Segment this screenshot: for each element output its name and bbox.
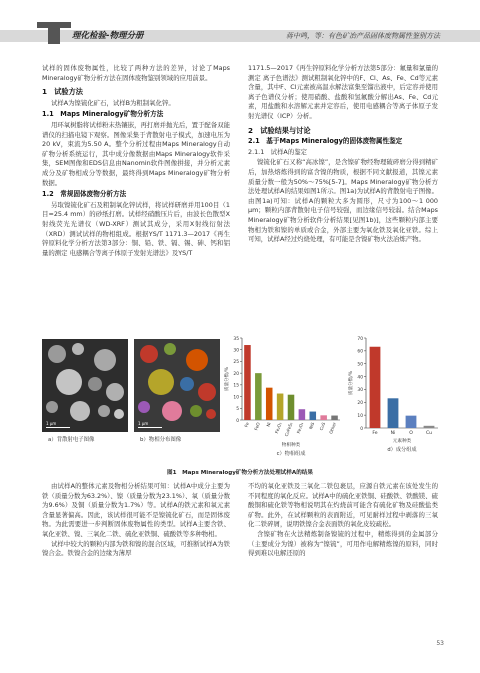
- bar-8: [331, 416, 338, 420]
- section-2-1-heading: 2.1 基于Maps Mineralogy的固体废物属性鉴定: [248, 137, 403, 146]
- phase-composition-chart: [222, 332, 344, 460]
- y-tick-label: 50: [357, 362, 363, 368]
- x-tick-label: CuFeS₂: [283, 421, 294, 438]
- section-1-2-heading: 1.2 常规固体废物分析方法: [42, 190, 127, 199]
- bar-2: [406, 416, 417, 428]
- scale-label-a: 1 μm: [46, 421, 57, 426]
- phase-map-image: [134, 339, 220, 432]
- y-tick-label: 20: [233, 371, 239, 377]
- bar-1: [388, 398, 399, 428]
- section-1-1-paragraph: 用环氧树脂将试样粉末热镶嵌，再打磨并抛光后，置于配备双能谱仪的扫描电镜下观察。图像采集于背散射电子模式，加速电压为20 kV，束流为5.50 A。整个分析过程由Maps Mineralogy自动矿物分析系统运行，其中成分像数据由Maps Mineralogy软件采集，SEM图像和EDS信息由Nanomin软件图像拼接，并分析元素成分及矿物相成分等数据，最终得到Maps Mineralogy矿物分析数据。: [42, 120, 230, 187]
- x-tick-label: Ni: [265, 421, 272, 428]
- bar-2: [266, 388, 273, 420]
- figure-caption: 图1 Maps Mineralogy矿物分析方法处理试样A的结果: [167, 470, 313, 476]
- y-tick-label: 30: [233, 348, 239, 354]
- bse-image: [42, 339, 128, 432]
- x-tick-label: O: [409, 431, 413, 436]
- alloy-paragraph: 试样中较大的颗粒内部为铁和镍的混合区域，可推断试样A为铁镍合金。铁镍合金的边缘为薄厚: [42, 539, 230, 558]
- bar-0: [244, 345, 251, 420]
- y-tick-label: 20: [357, 401, 363, 407]
- subfig-label: d）成分组成: [387, 447, 417, 453]
- x-tick-label: Cu: [425, 431, 433, 436]
- bar-3: [277, 394, 284, 420]
- x-tick-label: Fe: [372, 431, 378, 436]
- subfig-a-label: a）背散射电子图像: [48, 437, 95, 443]
- y-tick-label: 0: [360, 426, 363, 432]
- nickel-matte-paragraph: 含镍矿物在火法精炼制备镍锍的过程中，精炼得到的金属部分（主要成分为镍）被称为“镍锍”，可用作电解精炼镍的原料，同时得到难以电解还原的: [248, 529, 438, 558]
- y-tick-label: 60: [357, 349, 363, 355]
- x-tick-label: Fe: [243, 421, 250, 428]
- y-tick-label: 35: [233, 336, 239, 342]
- running-title: 蒋中鸣，等：有色矿冶产品固体废物属性鉴别方法: [286, 32, 440, 40]
- oxidation-paragraph: 不均的氧化亚铁及三氧化二铁包裹层，应源自铁元素在该处发生的不同程度的氧化反应。试样A中的硫化亚铁铜、硅酸铁、铁酸镁、硫酸铜和硫化铁等物相说明其在灼烧前可能含有硫化矿物及硅酸盐类矿物。此外，在试样颗粒的表面附近，可见耐样过程中剥落的三氧化二铁碎屑，说明铁镍合金表面铁的氧化皮较疏松。: [248, 482, 438, 529]
- left-column-top: [42, 64, 230, 258]
- subfig-b-label: b）物相分布图像: [140, 437, 182, 443]
- right-column-top: [248, 64, 438, 245]
- element-composition-chart: [346, 332, 442, 460]
- x-axis-label: 物相种类: [281, 443, 301, 448]
- section-1-heading: 1 试验方法: [42, 87, 83, 97]
- scale-label-b: 1 μm: [138, 421, 149, 426]
- section-2-1-1-paragraph: 镍锍化矿石又称“高冰镍”，是含镍矿物经物理破碎磨分得到精矿后，加热熔炼得到的富含镍的物质，根据不同文献报道，其镍元素质量分数一般为50%～75%[5-7]。Maps Mineralogy矿物分析方法处理试样A的结果如图1所示。图1a)为试样A的背散射电子图像。由图1a)可知：试样A的颗粒大多为圆形，尺寸为100～1 000 μm；颗粒内部背散射电子信号较强，而边缘信号较弱。结合Maps Mineralogy矿物分析软件分析结果[见图1b)]，这些颗粒内部主要物相为铁和镍的单质或合金，外部主要为氧化铁及氧化亚铁。综上可知，试样A经过灼烧处理，有可能是含镍矿物火法冶炼产物。: [248, 158, 438, 244]
- x-tick-label: Other: [328, 421, 337, 435]
- left-column-bottom: [42, 482, 230, 559]
- section-2-1-1-heading: 2.1.1 试样A的鉴定: [248, 147, 307, 156]
- x-tick-label: Fe₃O₄: [295, 421, 305, 435]
- subfig-label: c）物相组成: [276, 451, 306, 457]
- section-1-1-heading: 1.1 Maps Mineralogy矿物分析方法: [42, 110, 164, 119]
- journal-logo: [37, 22, 71, 44]
- y-tick-label: 40: [357, 375, 363, 381]
- y-tick-label: 30: [357, 388, 363, 394]
- y-axis-label: 质量分数/%: [349, 370, 354, 396]
- analysis-paragraph: 由试样A的整体元素及物相分析结果可知：试样A中成分主要为铁（质量分数为63.2%）、镍（质量分数为23.1%）、氧（质量分数为9.6%）及铜（质量分数为1.7%）等。试样A的铁元素和氧元素含量显著偏高。因此，该试样很可能不是镍锍化矿石，而是固体废物。为此需要进一步判断固体废物属性的类型。试样A主要含铁、氧化亚铁、镍、三氧化二铁、硫化亚铁铜、硫酸铁等多种物相。: [42, 482, 230, 538]
- section-1-paragraph: 试样A为镍锍化矿石，试样B为粗制氧化锌。: [50, 98, 175, 107]
- continued-paragraph: 1171.5—2017《再生锌原料化学分析方法第5部分：氟量和氯量的测定 离子色谱法》测试粗制氧化锌中的F、Cl、As、Fe、Cd等元素含量，其中F、Cl元素被高温水解法富集至馏出液中，后定容并使用离子色谱仪分析；使用硝酸、盐酸和氢氟酸分解出As、Fe、Cd元素，用盐酸和水溶解元素并定容后，使用电感耦合等离子体原子发射光谱仪（ICP）分析。: [248, 64, 438, 120]
- page-number: 53: [436, 640, 444, 647]
- y-tick-label: 25: [233, 360, 239, 366]
- scale-bar-b: [138, 427, 162, 429]
- section-1-2-paragraph: 另取镍锍化矿石及粗制氧化锌试样，将试样研磨并用100目（1目=25.4 mm）的砂纸打磨。试样经硝酸压片后，由波长色散型X射线荧光光谱仪（WD-XRF）测试其成分，采用X射线衍射法（XRD）测试试样的物相组成。根据YS/T 1171.3—2017《再生锌原料化学分析方法第3部分：铜、铅、铁、镉、锡、砷、钙和铝量的测定 电感耦合等离子体原子发射光谱法》及YS/T: [42, 200, 230, 257]
- bar-5: [299, 409, 306, 420]
- y-axis-label: 质量分数/%: [225, 366, 230, 392]
- x-tick-label: Fe₂O₃: [273, 421, 283, 435]
- section-2-heading: 2 试验结果与讨论: [248, 125, 311, 135]
- bar-6: [310, 412, 317, 420]
- y-tick-label: 10: [357, 413, 363, 419]
- scale-bar-a: [46, 427, 70, 429]
- y-tick-label: 10: [233, 395, 239, 401]
- bar-3: [424, 426, 435, 428]
- x-axis-label: 元素种类: [392, 439, 412, 444]
- x-tick-label: Ni: [390, 431, 396, 436]
- journal-title: 理化检验-物理分册: [72, 31, 144, 41]
- y-tick-label: 15: [233, 383, 239, 389]
- y-tick-label: 5: [236, 407, 239, 413]
- y-tick-label: 70: [357, 336, 363, 342]
- right-column-bottom: [248, 482, 438, 559]
- intro-paragraph: 试样的固体废物属性，比较了两种方法的差异，讨论了Maps Mineralogy矿物分析方法在固体废物鉴别领域的应用前景。: [42, 64, 230, 82]
- x-tick-label: NiS: [308, 421, 316, 430]
- x-tick-label: FeO: [253, 421, 261, 431]
- bar-0: [370, 347, 381, 428]
- y-tick-label: 0: [236, 418, 239, 424]
- x-tick-label: CuS: [318, 421, 327, 432]
- bar-4: [288, 395, 295, 420]
- bar-7: [320, 415, 327, 420]
- bar-1: [255, 373, 262, 420]
